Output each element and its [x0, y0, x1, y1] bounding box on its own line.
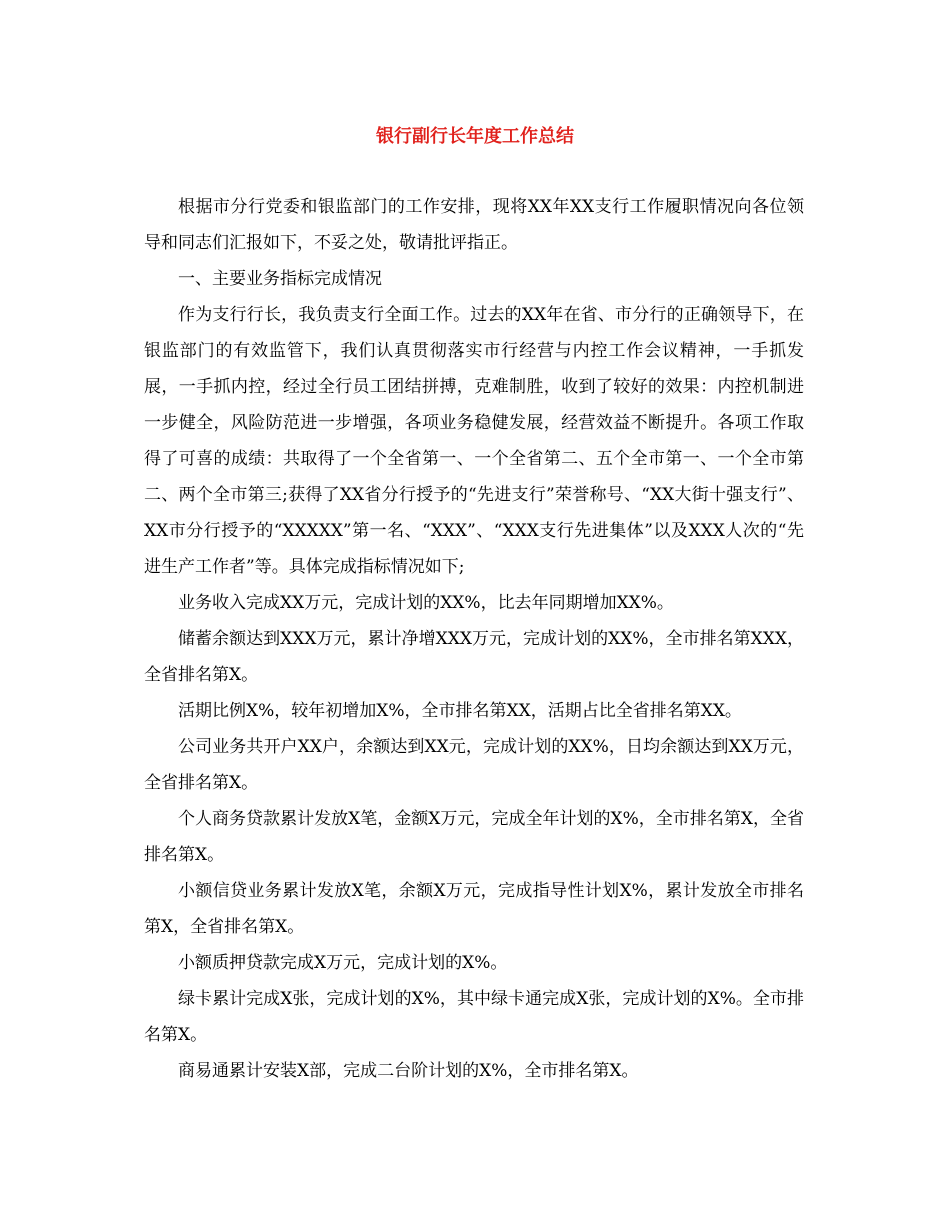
paragraph-pledge-loans: 小额质押贷款完成X万元，完成计划的X%。	[178, 953, 508, 973]
paragraph-demand-ratio: 活期比例X%，较年初增加X%，全市排名第XX，活期占比全省排名第XX。	[178, 701, 742, 721]
paragraph-intro: 根据市分行党委和银监部门的工作安排，现将XX年XX支行工作履职情况向各位领导和同志们汇报如下，不妥之处，敬请批评指正。	[144, 197, 804, 253]
section-heading-1: 一、主要业务指标完成情况	[178, 269, 382, 289]
document-title: 银行副行长年度工作总结	[376, 126, 574, 147]
paragraph-personal-loans: 个人商务贷款累计发放X笔，金额X万元，完成全年计划的X%，全市排名第X，全省排名第X。	[144, 809, 804, 865]
paragraph-corporate-business: 公司业务共开户XX户，余额达到XX元，完成计划的XX%，日均余额达到XX万元，全省排名第X。	[144, 737, 804, 793]
document-body	[144, 189, 804, 1089]
paragraph-green-card: 绿卡累计完成X张，完成计划的X%，其中绿卡通完成X张，完成计划的X%。全市排名第X。	[144, 989, 804, 1045]
paragraph-overview: 作为支行行长，我负责支行全面工作。过去的XX年在省、市分行的正确领导下，在银监部门的有效监管下，我们认真贯彻落实市行经营与内控工作会议精神，一手抓发展，一手抓内控，经过全行员工团结拼搏，克难制胜，收到了较好的效果：内控机制进一步健全，风险防范进一步增强，各项业务稳健发展，经营效益不断提升。各项工作取得了可喜的成绩：共取得了一个全省第一、一个全省第二、五个全市第一、一个全市第二、两个全市第三;获得了XX省分行授予的“先进支行”荣誉称号、“XX大街十强支行”、XX市分行授予的“XXXXX”第一名、“XXX”、“XXX支行先进集体”以及XXX人次的“先进生产工作者”等。具体完成指标情况如下;	[144, 305, 804, 577]
paragraph-business-income: 业务收入完成XX万元，完成计划的XX%，比去年同期增加XX%。	[178, 593, 674, 613]
paragraph-savings-balance: 储蓄余额达到XXX万元，累计净增XXX万元，完成计划的XX%，全市排名第XXX，全省排名第X。	[144, 629, 804, 685]
paragraph-microcredit: 小额信贷业务累计发放X笔，余额X万元，完成指导性计划X%，累计发放全市排名第X，全省排名第X。	[144, 881, 804, 937]
paragraph-shangyitong: 商易通累计安装X部，完成二台阶计划的X%，全市排名第X。	[178, 1061, 639, 1081]
